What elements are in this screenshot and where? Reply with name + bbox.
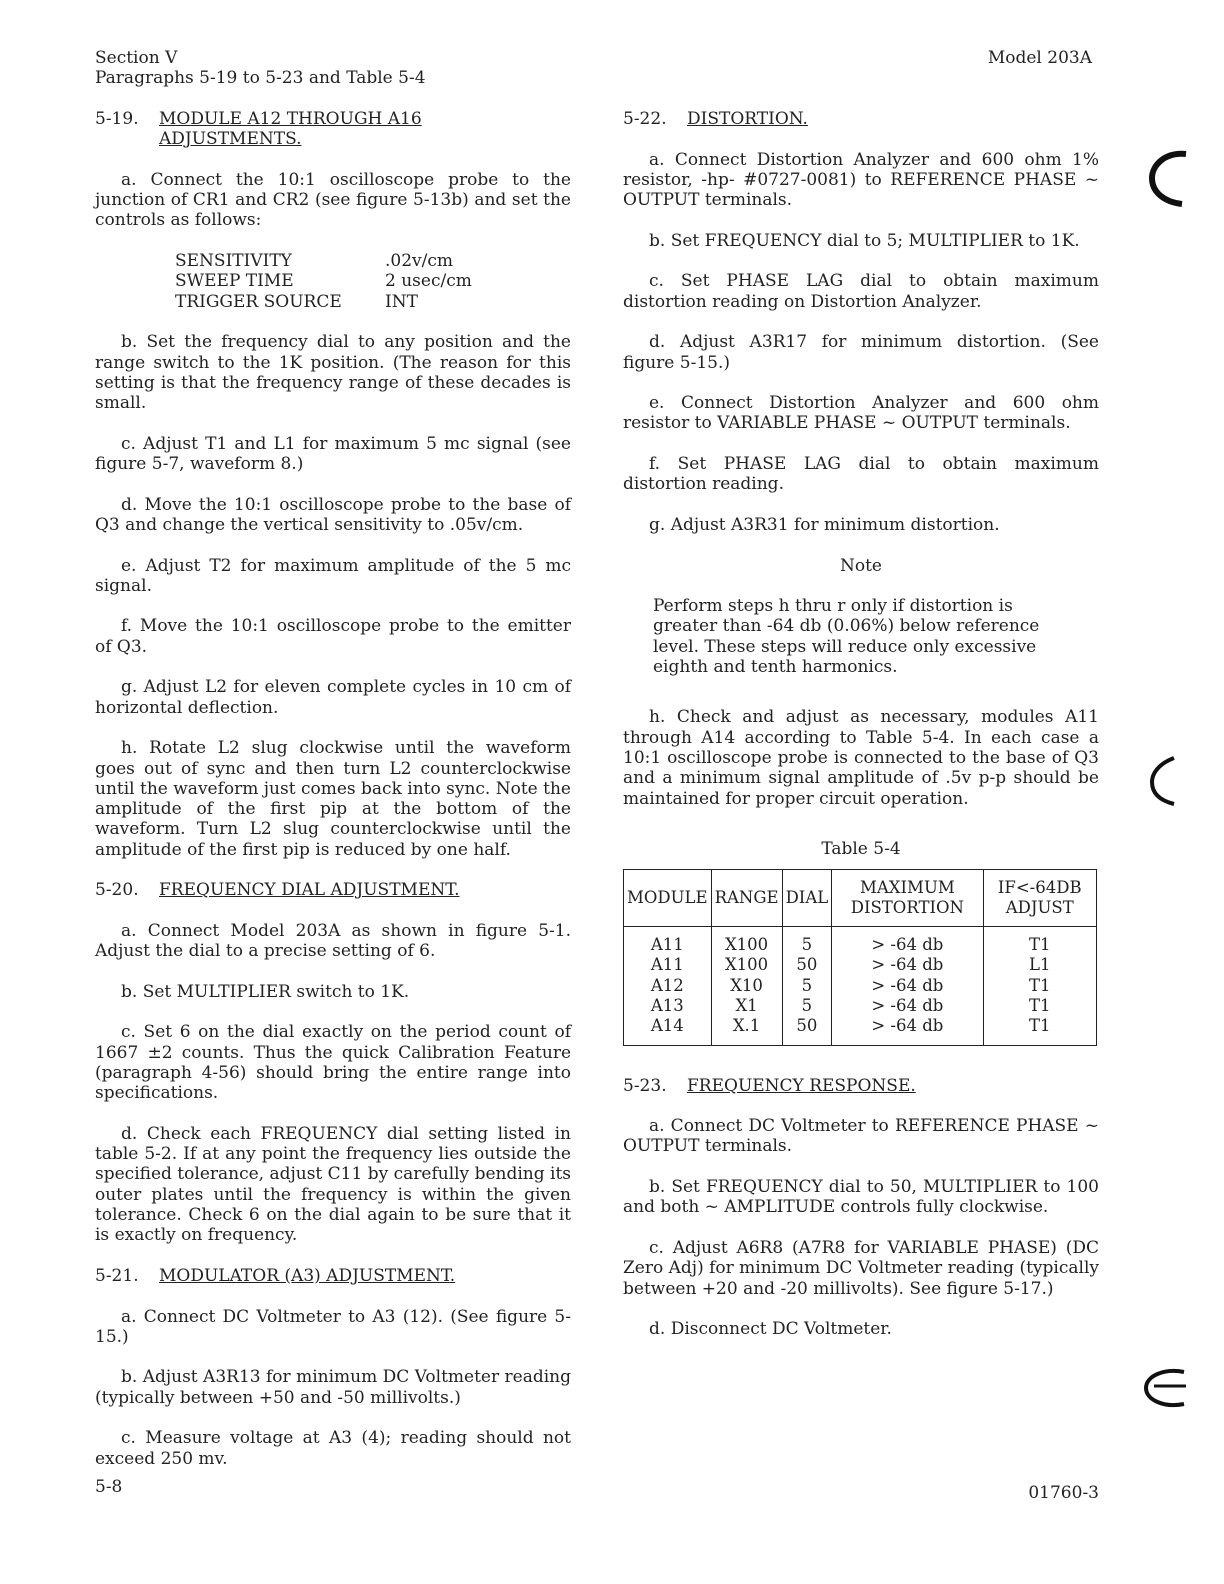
adjustment-table [623,869,1097,1045]
table-cell: 5 [782,976,832,996]
table-header-row [624,870,1097,927]
table-cell: X10 [711,976,782,996]
left-column [95,109,571,1489]
table-cell: X.1 [711,1016,782,1045]
setting-row: SWEEP TIME 2 usec/cm [175,271,472,292]
table-cell: T1 [983,996,1096,1016]
table-row [624,976,1097,996]
table-caption: Table 5-4 [821,838,901,859]
para-5-23-c: c. Adjust A6R8 (A7R8 for VARIABLE PHASE) (DC Zero Adj) for minimum DC Voltmeter reading (typically between +20 and -20 millivolts). See figure 5-17.) [623,1237,1099,1299]
table-cell: 5 [782,927,832,956]
binder-hole-mark [1140,1366,1190,1410]
table-row [624,996,1097,1016]
table-cell: X100 [711,927,782,956]
table-cell: > -64 db [832,1016,983,1045]
note-title: Note [839,555,882,576]
table-cell: L1 [983,955,1096,975]
table-cell: X100 [711,955,782,975]
binder-hole-mark [1146,754,1180,808]
table-cell: 50 [782,955,832,975]
binder-hole-mark [1146,148,1190,208]
table-header: RANGE [711,870,782,927]
para-5-22-e: e. Connect Distortion Analyzer and 600 ohm resistor to VARIABLE PHASE ~ OUTPUT terminals. [623,393,1099,434]
para-5-19-b: b. Set the frequency dial to any position and the range switch to the 1K position. (The reason for this setting is that the frequency range of these decades is small. [95,332,571,414]
right-column [623,109,1099,1360]
para-5-19-e: e. Adjust T2 for maximum amplitude of the 5 mc signal. [95,555,571,596]
para-5-19-c: c. Adjust T1 and L1 for maximum 5 mc signal (see figure 5-7, waveform 8.) [95,433,571,475]
para-5-20-c: c. Set 6 on the dial exactly on the period count of 1667 ±2 counts. Thus the quick Calibration Feature (paragraph 4-56) should bring the entire range into specifications. [95,1022,571,1104]
table-header: MAXIMUM DISTORTION [832,870,983,927]
table-cell: > -64 db [832,996,983,1016]
heading-5-23: 5-23. FREQUENCY RESPONSE. [623,1075,916,1096]
table-cell: T1 [983,1016,1096,1045]
para-5-20-b: b. Set MULTIPLIER switch to 1K. [121,981,410,1002]
para-5-22-a: a. Connect Distortion Analyzer and 600 ohm 1% resistor, -hp- #0727-0081) to REFERENCE PHASE ~ OUTPUT terminals. [623,149,1099,211]
table-body [624,927,1097,1045]
table-cell: A14 [624,1016,712,1045]
para-5-22-c: c. Set PHASE LAG dial to obtain maximum distortion reading on Distortion Analyzer. [623,271,1099,312]
table-cell: A11 [624,927,712,956]
setting-row: SENSITIVITY .02v/cm [175,251,454,272]
para-5-20-d: d. Check each FREQUENCY dial setting listed in table 5-2. If at any point the frequency lies outside the specified tolerance, adjust C11 by carefully bending its outer plates until the frequency is within the given tolerance. Check 6 on the dial again to be sure that it is exactly on frequency. [95,1123,572,1246]
para-5-23-a: a. Connect DC Voltmeter to REFERENCE PHASE ~ OUTPUT terminals. [623,1116,1099,1157]
control-settings [175,251,571,312]
para-5-22-g: g. Adjust A3R31 for minimum distortion. [649,514,1000,535]
table-cell: A12 [624,976,712,996]
para-5-22-f: f. Set PHASE LAG dial to obtain maximum distortion reading. [623,454,1099,495]
document-number: 01760-3 [1028,1483,1099,1503]
para-5-21-b: b. Adjust A3R13 for minimum DC Voltmeter reading (typically between +50 and -50 millivolts.) [95,1367,571,1408]
model-label: Model 203A [987,48,1092,68]
para-5-23-d: d. Disconnect DC Voltmeter. [649,1319,892,1340]
paragraphs-label: Paragraphs 5-19 to 5-23 and Table 5-4 [95,68,426,89]
table-row [624,955,1097,975]
table-cell: 50 [782,1016,832,1045]
para-5-22-h: h. Check and adjust as necessary, modules A11 through A14 according to Table 5-4. In each case a 10:1 oscilloscope probe is connected to the base of Q3 and a minimum signal amplitude of .5v p-p should be maintained for proper circuit operation. [623,707,1099,809]
table-row [624,927,1097,956]
table-header: MODULE [624,870,712,927]
table-cell: > -64 db [832,955,983,975]
para-5-21-a: a. Connect DC Voltmeter to A3 (12). (See figure 5-15.) [95,1306,571,1347]
heading-5-22: 5-22. DISTORTION. [623,109,808,129]
table-cell: > -64 db [832,927,983,956]
para-5-23-b: b. Set FREQUENCY dial to 50, MULTIPLIER to 100 and both ~ AMPLITUDE controls fully clockwise. [623,1177,1099,1218]
table-cell: T1 [983,976,1096,996]
para-5-19-g: g. Adjust L2 for eleven complete cycles in 10 cm of horizontal deflection. [95,677,571,718]
heading-5-20: 5-20. FREQUENCY DIAL ADJUSTMENT. [95,880,460,901]
table-cell: X1 [711,996,782,1016]
table-cell: T1 [983,927,1096,956]
para-5-21-c: c. Measure voltage at A3 (4); reading should not exceed 250 mv. [95,1428,571,1469]
para-5-19-h: h. Rotate L2 slug clockwise until the waveform goes out of sync and then turn L2 counterclockwise until the waveform just comes back into sync. Note the amplitude of the first pip at the bottom of the waveform. Turn L2 slug counterclockwise until the amplitude of the first pip is reduced by one half. [95,738,571,860]
para-5-19-a: a. Connect the 10:1 oscilloscope probe to the junction of CR1 and CR2 (see figure 5-13b) and set the controls as follows: [95,169,571,231]
para-5-19-f: f. Move the 10:1 oscilloscope probe to the emitter of Q3. [95,616,571,657]
table-cell: A11 [624,955,712,975]
table-header: DIAL [782,870,832,927]
note-body: Perform steps h thru r only if distortion is greater than -64 db (0.06%) below reference level. These steps will reduce only excessive eighth and tenth harmonics. [653,596,1040,678]
page-number: 5-8 [95,1477,123,1497]
para-5-22-d: d. Adjust A3R17 for minimum distortion. (See figure 5-15.) [623,332,1099,373]
table-header: IF<-64DB ADJUST [983,870,1096,927]
table-cell: A13 [624,996,712,1016]
table-row [624,1016,1097,1045]
para-5-22-b: b. Set FREQUENCY dial to 5; MULTIPLIER to 1K. [649,230,1080,251]
setting-row: TRIGGER SOURCE INT [175,291,418,312]
heading-5-21: 5-21. MODULATOR (A3) ADJUSTMENT. [95,1265,456,1286]
section-label: Section V [95,48,178,68]
heading-5-19: 5-19. MODULE A12 THROUGH A16 ADJUSTMENTS. [95,109,422,150]
table-cell: > -64 db [832,976,983,996]
table-cell: 5 [782,996,832,1016]
para-5-19-d: d. Move the 10:1 oscilloscope probe to the base of Q3 and change the vertical sensitivity to .05v/cm. [95,494,571,535]
page-header-left [95,48,426,89]
para-5-20-a: a. Connect Model 203A as shown in figure 5-1. Adjust the dial to a precise setting of 6. [95,920,571,962]
